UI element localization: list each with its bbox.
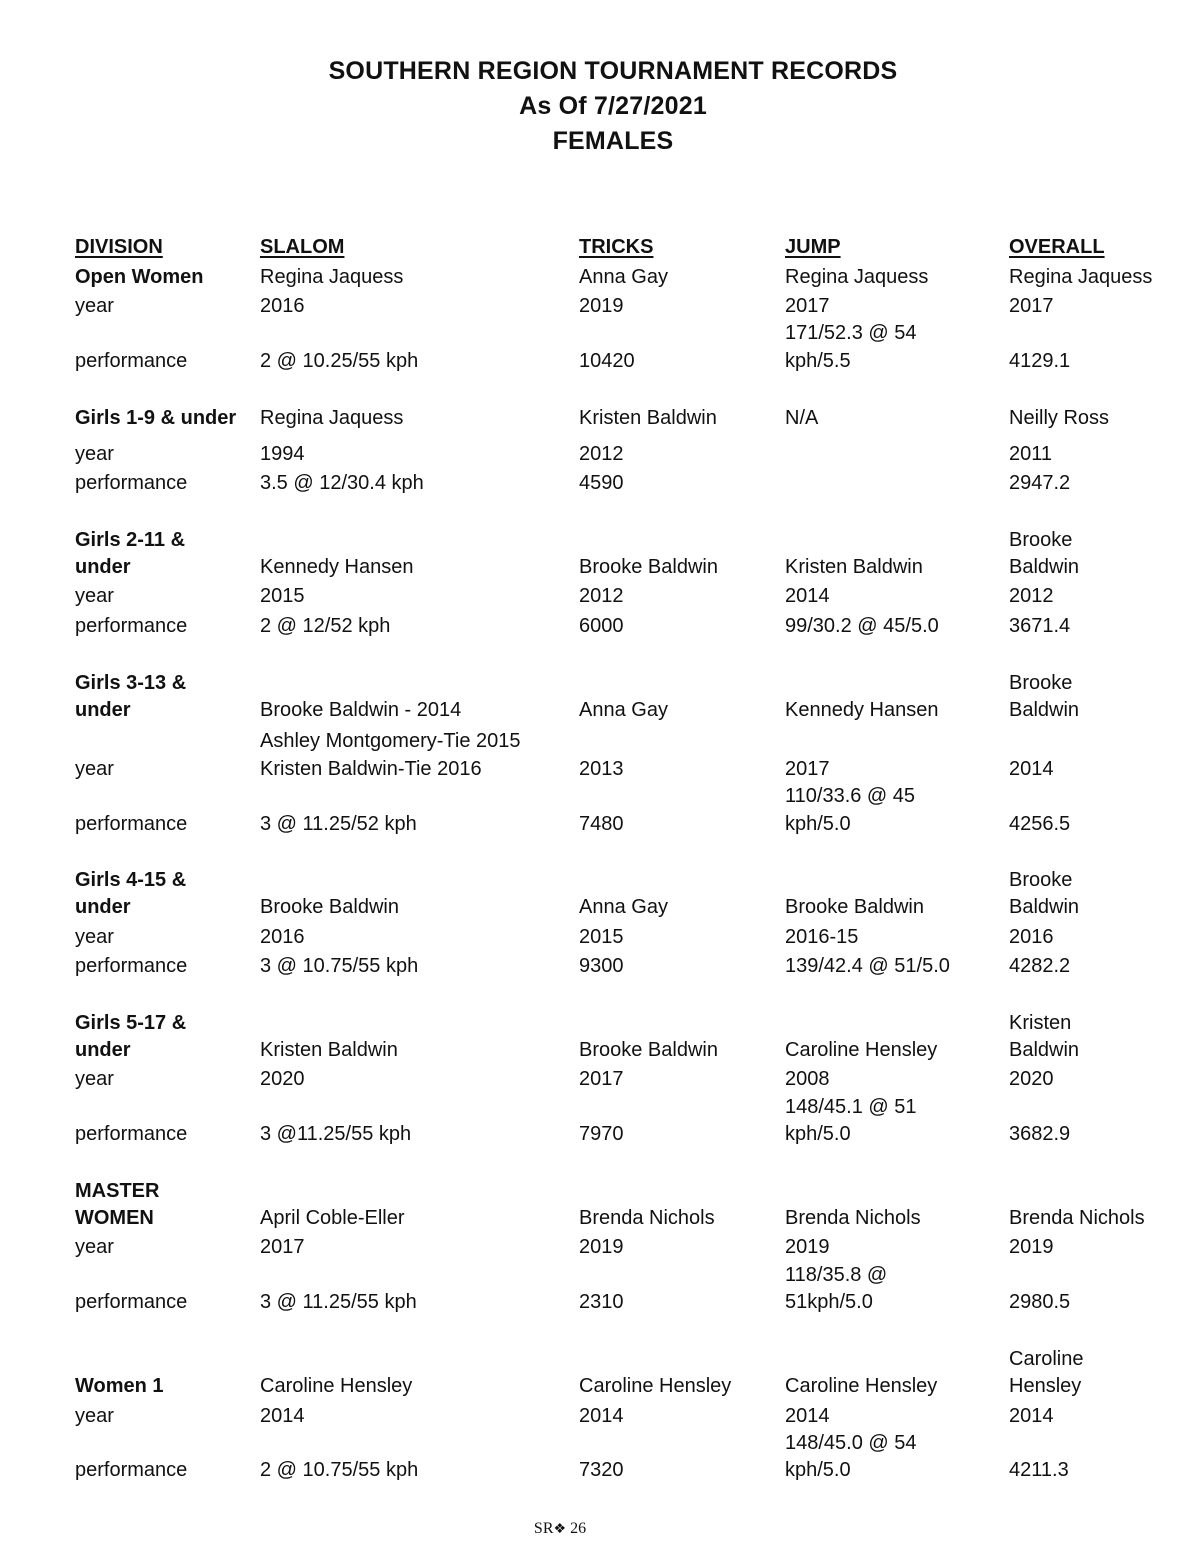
cell-tricks: 2013 (579, 758, 624, 780)
cell-division: Girls 3-13 & (75, 672, 187, 694)
cell-slalom: 2016 (260, 926, 305, 948)
cell-jump: 118/35.8 @ (785, 1264, 888, 1286)
cell-slalom: 2 @ 12/52 kph (260, 615, 391, 637)
footer-prefix: SR (533, 1520, 554, 1537)
cell-overall: 2019 (1009, 1236, 1054, 1258)
cell-overall: 2014 (1009, 1405, 1054, 1427)
cell-slalom: 2015 (260, 585, 305, 607)
cell-division: year (75, 443, 114, 465)
header-slalom: SLALOM (260, 236, 345, 258)
cell-slalom: 2 @ 10.75/55 kph (260, 1459, 419, 1481)
cell-overall: 4129.1 (1009, 350, 1071, 372)
cell-overall: Neilly Ross (1009, 407, 1110, 429)
cell-slalom: 2014 (260, 1405, 305, 1427)
cell-slalom: Kristen Baldwin-Tie 2016 (260, 758, 482, 780)
cell-overall: Caroline (1009, 1348, 1084, 1370)
cell-slalom: 3 @ 10.75/55 kph (260, 955, 419, 977)
cell-division: performance (75, 813, 188, 835)
table-header (0, 234, 1200, 261)
cell-division: MASTER (75, 1180, 160, 1202)
cell-overall: Baldwin (1009, 556, 1080, 578)
cell-overall: 2011 (1009, 443, 1053, 465)
table-row (0, 811, 1200, 838)
cell-division: year (75, 1236, 114, 1258)
cell-tricks: 2014 (579, 1405, 624, 1427)
table-row (0, 1010, 1200, 1037)
cell-slalom: 2 @ 10.25/55 kph (260, 350, 419, 372)
cell-jump: 139/42.4 @ 51/5.0 (785, 955, 950, 977)
cell-slalom: Kennedy Hansen (260, 556, 414, 578)
cell-jump: 2014 (785, 585, 830, 607)
cell-jump: 148/45.1 @ 51 (785, 1096, 917, 1118)
cell-slalom: Regina Jaquess (260, 266, 404, 288)
table-row (0, 554, 1200, 581)
cell-slalom: April Coble-Eller (260, 1207, 405, 1229)
cell-division: performance (75, 350, 188, 372)
cell-overall: 3671.4 (1009, 615, 1071, 637)
table-row (0, 894, 1200, 921)
cell-division: Girls 1-9 & under (75, 407, 237, 429)
cell-jump: 99/30.2 @ 45/5.0 (785, 615, 939, 637)
cell-division: year (75, 926, 114, 948)
table-row (0, 1205, 1200, 1232)
cell-division: year (75, 295, 114, 317)
cell-jump: kph/5.0 (785, 1123, 851, 1145)
cell-division: performance (75, 472, 188, 494)
table-row (0, 441, 1200, 468)
cell-division: Open Women (75, 266, 204, 288)
cell-jump: 2017 (785, 295, 830, 317)
cell-tricks: 2012 (579, 585, 624, 607)
cell-division: year (75, 1068, 114, 1090)
cell-tricks: 7480 (579, 813, 624, 835)
table-row (0, 1234, 1200, 1261)
table-row (0, 1346, 1200, 1373)
cell-slalom: 3 @11.25/55 kph (260, 1123, 412, 1145)
cell-slalom: Kristen Baldwin (260, 1039, 398, 1061)
table-row (0, 320, 1200, 347)
cell-division: under (75, 896, 131, 918)
document-subtitle: FEMALES (552, 127, 674, 155)
table-row (0, 1037, 1200, 1064)
cell-division: performance (75, 1291, 188, 1313)
cell-tricks: Kristen Baldwin (579, 407, 717, 429)
cell-division: Girls 4-15 & (75, 869, 187, 891)
cell-overall: 2017 (1009, 295, 1054, 317)
table-row (0, 1457, 1200, 1484)
table-row (0, 613, 1200, 640)
cell-jump: 51kph/5.0 (785, 1291, 873, 1313)
cell-tricks: 2310 (579, 1291, 624, 1313)
cell-jump: Kennedy Hansen (785, 699, 939, 721)
cell-overall: 4256.5 (1009, 813, 1071, 835)
cell-division: year (75, 758, 114, 780)
cell-overall: 2016 (1009, 926, 1054, 948)
cell-jump: 110/33.6 @ 45 (785, 785, 916, 807)
cell-slalom: 3.5 @ 12/30.4 kph (260, 472, 424, 494)
cell-tricks: 2019 (579, 295, 624, 317)
table-row (0, 405, 1200, 432)
cell-tricks: 2015 (579, 926, 624, 948)
table-row (0, 697, 1200, 724)
cell-division: performance (75, 1123, 188, 1145)
table-row (0, 1178, 1200, 1205)
table-row (0, 264, 1200, 291)
cell-slalom: 2020 (260, 1068, 305, 1090)
cell-tricks: 7970 (579, 1123, 624, 1145)
cell-division: under (75, 699, 131, 721)
cell-tricks: 7320 (579, 1459, 624, 1481)
cell-jump: Caroline Hensley (785, 1375, 938, 1397)
header-jump: JUMP (785, 236, 841, 258)
cell-jump: 171/52.3 @ 54 (785, 322, 917, 344)
cell-division: under (75, 1039, 131, 1061)
cell-slalom: Brooke Baldwin (260, 896, 399, 918)
cell-overall: Regina Jaquess (1009, 266, 1153, 288)
cell-tricks: Brooke Baldwin (579, 1039, 718, 1061)
cell-division: performance (75, 955, 188, 977)
cell-division: Girls 2-11 & (75, 529, 186, 551)
header-division: DIVISION (75, 236, 163, 258)
cell-slalom: 3 @ 11.25/52 kph (260, 813, 417, 835)
cell-jump: Regina Jaquess (785, 266, 929, 288)
cell-jump: Caroline Hensley (785, 1039, 938, 1061)
table-row (0, 1121, 1200, 1148)
cell-jump: kph/5.0 (785, 813, 851, 835)
cell-jump: 2008 (785, 1068, 830, 1090)
cell-slalom: 2016 (260, 295, 305, 317)
cell-tricks: Anna Gay (579, 699, 668, 721)
cell-jump: kph/5.0 (785, 1459, 851, 1481)
page-number: 26 (570, 1520, 587, 1537)
cell-tricks: 4590 (579, 472, 624, 494)
table-row (0, 756, 1200, 783)
cell-jump: N/A (785, 407, 819, 429)
table-row (0, 867, 1200, 894)
cell-overall: Hensley (1009, 1375, 1082, 1397)
cell-overall: 3682.9 (1009, 1123, 1071, 1145)
cell-division: performance (75, 1459, 188, 1481)
cell-jump: Brooke Baldwin (785, 896, 924, 918)
table-row (0, 1430, 1200, 1457)
cell-tricks: 2012 (579, 443, 624, 465)
cell-division: performance (75, 615, 188, 637)
cell-jump: 2014 (785, 1405, 830, 1427)
cell-tricks: Anna Gay (579, 896, 668, 918)
cell-tricks: 9300 (579, 955, 624, 977)
cell-overall: 4211.3 (1009, 1459, 1069, 1481)
cell-jump: 2017 (785, 758, 830, 780)
cell-slalom: 1994 (260, 443, 305, 465)
table-row (0, 924, 1200, 951)
table-row (0, 583, 1200, 610)
cell-overall: Brenda Nichols (1009, 1207, 1145, 1229)
cell-overall: Kristen (1009, 1012, 1072, 1034)
cell-overall: Brooke (1009, 672, 1073, 694)
cell-overall: 4282.2 (1009, 955, 1071, 977)
table-row (0, 470, 1200, 497)
table-row (0, 1066, 1200, 1093)
cell-jump: 2019 (785, 1236, 830, 1258)
cell-tricks: Anna Gay (579, 266, 668, 288)
table-row (0, 1289, 1200, 1316)
table-row (0, 953, 1200, 980)
header-tricks: TRICKS (579, 236, 654, 258)
cell-tricks: Caroline Hensley (579, 1375, 732, 1397)
table-row (0, 728, 1200, 755)
table-row (0, 1403, 1200, 1430)
cell-slalom: 3 @ 11.25/55 kph (260, 1291, 417, 1313)
cell-jump: 2016-15 (785, 926, 859, 948)
cell-overall: Brooke (1009, 869, 1073, 891)
cell-tricks: Brooke Baldwin (579, 556, 718, 578)
table-row (0, 527, 1200, 554)
header-overall: OVERALL (1009, 236, 1105, 258)
cell-slalom: Ashley Montgomery-Tie 2015 (260, 730, 521, 752)
table-row (0, 783, 1200, 810)
cell-overall: 2020 (1009, 1068, 1054, 1090)
table-row (0, 670, 1200, 697)
table-row (0, 1373, 1200, 1400)
cell-slalom: Caroline Hensley (260, 1375, 413, 1397)
cell-division: Girls 5-17 & (75, 1012, 187, 1034)
cell-jump: Brenda Nichols (785, 1207, 921, 1229)
document-title: SOUTHERN REGION TOURNAMENT RECORDS (328, 57, 898, 85)
cell-overall: Baldwin (1009, 699, 1080, 721)
document-date: As Of 7/27/2021 (519, 92, 707, 120)
cell-division: WOMEN (75, 1207, 154, 1229)
cell-overall: 2980.5 (1009, 1291, 1071, 1313)
cell-tricks: Brenda Nichols (579, 1207, 715, 1229)
table-row (0, 1262, 1200, 1289)
cell-tricks: 6000 (579, 615, 624, 637)
diamond-ornament-icon: ❖ (553, 1522, 567, 1537)
cell-division: year (75, 585, 114, 607)
cell-division: year (75, 1405, 114, 1427)
cell-overall: 2012 (1009, 585, 1054, 607)
cell-tricks: 2019 (579, 1236, 624, 1258)
cell-slalom: Regina Jaquess (260, 407, 404, 429)
table-row (0, 348, 1200, 375)
document-title-block (0, 54, 1200, 159)
cell-division: under (75, 556, 131, 578)
cell-overall: 2014 (1009, 758, 1054, 780)
table-row (0, 1094, 1200, 1121)
cell-tricks: 2017 (579, 1068, 624, 1090)
cell-jump: 148/45.0 @ 54 (785, 1432, 917, 1454)
cell-overall: Brooke (1009, 529, 1073, 551)
cell-overall: Baldwin (1009, 896, 1080, 918)
cell-division: Women 1 (75, 1375, 164, 1397)
page-footer (0, 1519, 1120, 1540)
cell-tricks: 10420 (579, 350, 635, 372)
cell-overall: Baldwin (1009, 1039, 1080, 1061)
cell-slalom: Brooke Baldwin - 2014 (260, 699, 462, 721)
cell-overall: 2947.2 (1009, 472, 1071, 494)
table-row (0, 293, 1200, 320)
cell-jump: Kristen Baldwin (785, 556, 923, 578)
cell-slalom: 2017 (260, 1236, 305, 1258)
cell-jump: kph/5.5 (785, 350, 851, 372)
